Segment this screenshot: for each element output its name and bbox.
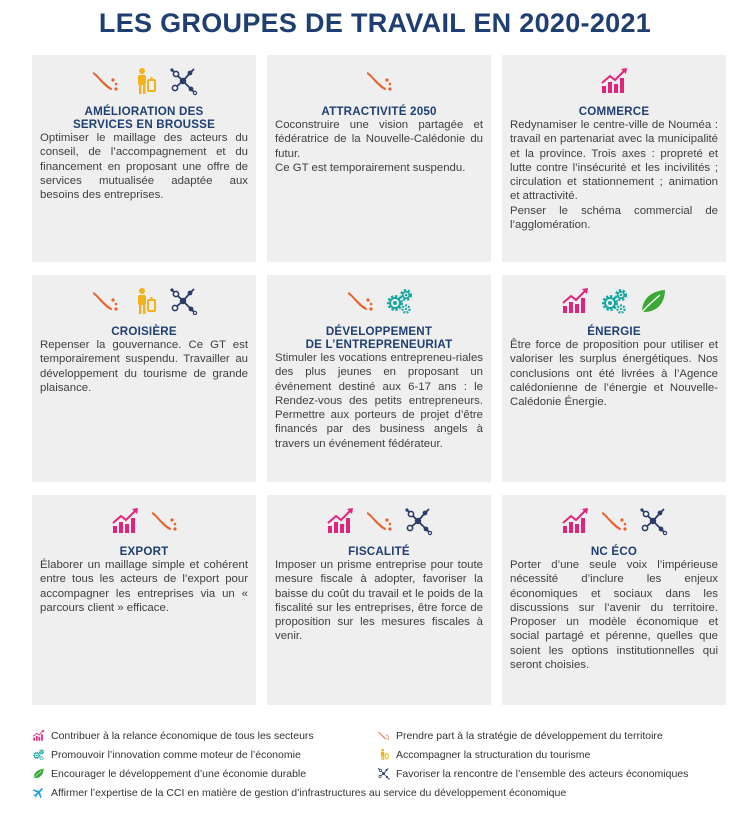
- tourism-icon: [129, 66, 159, 96]
- legend-item: [377, 747, 732, 762]
- card-icons: [40, 63, 248, 99]
- growth-icon: [560, 286, 590, 316]
- plane-icon: [32, 786, 45, 799]
- growth-icon: [32, 729, 45, 742]
- gears-icon: [384, 286, 414, 316]
- legend-icon-slot: [377, 748, 390, 761]
- legend-item: [377, 728, 732, 743]
- tourism-icon: [377, 748, 390, 761]
- network-icon: [377, 767, 390, 780]
- card-icons: [275, 63, 483, 99]
- legend-item: [32, 728, 377, 743]
- card-description: Repenser la gouvernance. Ce GT est temporairement suspendu. Travailler au développement du tourisme de grande plaisance.: [40, 339, 248, 394]
- card-description: Stimuler les vocations entrepreneu-riales des plus jeunes en proposant un événement destiné aux 6-17 ans : le Rendez-vous des petits entrepreneurs. Permettre aux porteurs de projet d’être financés par des business angels à travers un événement fédérateur.: [275, 352, 483, 450]
- network-icon: [168, 286, 198, 316]
- card-description: Imposer un prisme entreprise pour toute mesure fiscale à adopter, favoriser la baisse du coût du travail et le poids de la fiscalité sur les entreprises, être force de proposition sur les mesures fiscales à venir.: [275, 559, 483, 643]
- map-icon: [149, 506, 179, 536]
- card-icons: [510, 63, 718, 99]
- map-icon: [377, 729, 390, 742]
- growth-icon: [325, 506, 355, 536]
- tourism-icon: [129, 286, 159, 316]
- card-attractivite-2050: [267, 55, 491, 262]
- card-title: EXPORT: [119, 545, 169, 558]
- map-icon: [364, 506, 394, 536]
- card-title: ÉNERGIE: [587, 325, 641, 338]
- legend-item: [377, 766, 732, 781]
- network-icon: [638, 506, 668, 536]
- card-icons: [40, 283, 248, 319]
- network-icon: [168, 66, 198, 96]
- card-icons: [275, 503, 483, 539]
- legend-icon-slot: [32, 767, 45, 780]
- gears-icon: [32, 748, 45, 761]
- card-title: CROISIÈRE: [111, 325, 177, 338]
- legend-item: [32, 785, 732, 800]
- card-export: [32, 495, 256, 705]
- legend-label: Prendre part à la stratégie de développement du territoire: [396, 729, 663, 742]
- card-icons: [275, 283, 483, 319]
- card-fiscalite: [267, 495, 491, 705]
- card-icons: [510, 503, 718, 539]
- card-description: Porter d’une seule voix l’impérieuse nécessité d’inclure les enjeux économiques et sociaux dans les discussions sur l’avenir du territoire. Proposer un modèle économique et social partagé et pérenne, quelles que soient les options institutionnelles qui seront choisies.: [510, 559, 718, 672]
- growth-icon: [599, 66, 629, 96]
- leaf-icon: [32, 767, 45, 780]
- legend-label: Encourager le développement d’une économie durable: [51, 767, 307, 780]
- map-icon: [364, 66, 394, 96]
- card-croisiere: [32, 275, 256, 482]
- legend-icon-slot: [32, 786, 45, 799]
- card-description: Coconstruire une vision partagée et fédératrice de la Nouvelle-Calédonie du futur. Ce GT est temporairement suspendu.: [275, 119, 483, 174]
- map-icon: [90, 66, 120, 96]
- card-icons: [510, 283, 718, 319]
- network-icon: [403, 506, 433, 536]
- card-commerce: [502, 55, 726, 262]
- map-icon: [599, 506, 629, 536]
- card-title: FISCALITÉ: [348, 545, 410, 558]
- legend-icon-slot: [377, 767, 390, 780]
- card-nc-eco: [502, 495, 726, 705]
- growth-icon: [110, 506, 140, 536]
- legend-label: Accompagner la structuration du tourisme: [396, 748, 591, 761]
- card-description: Élaborer un maillage simple et cohérent entre tous les acteurs de l’export pour accompagner les entreprises via un « parcours client » efficace.: [40, 559, 248, 614]
- card-title: COMMERCE: [578, 105, 650, 118]
- legend-icon-slot: [377, 729, 390, 742]
- card-description: Redynamiser le centre-ville de Nouméa : travail en partenariat avec la municipalité et la province. Trois axes : propreté et lutte contre l’insécurité et les incivilités ; circulation et stationnement ; animation et attractivité. Penser le schéma commercial de l’agglomération.: [510, 119, 718, 232]
- legend-icon-slot: [32, 729, 45, 742]
- legend-label: Promouvoir l’innovation comme moteur de l’économie: [51, 748, 301, 761]
- legend-item: [32, 747, 377, 762]
- map-icon: [90, 286, 120, 316]
- gears-icon: [599, 286, 629, 316]
- card-title: NC ÉCO: [590, 545, 638, 558]
- working-groups-grid: [32, 55, 727, 705]
- card-energie: [502, 275, 726, 482]
- legend-label: Favoriser la rencontre de l’ensemble des acteurs économiques: [396, 767, 689, 780]
- icon-legend: [32, 728, 732, 800]
- leaf-icon: [638, 286, 668, 316]
- card-description: Être force de proposition pour utiliser et valoriser les surplus énergétiques. Nos conclusions ont été livrées à l’Agence calédonienne de l’énergie et Nouvelle-Calédonie Énergie.: [510, 339, 718, 409]
- card-icons: [40, 503, 248, 539]
- card-developpement-entrepreneuriat: [267, 275, 491, 482]
- map-icon: [345, 286, 375, 316]
- card-amelioration-services-brousse: [32, 55, 256, 262]
- legend-label: Contribuer à la relance économique de tous les secteurs: [51, 729, 314, 742]
- card-title: AMÉLIORATION DES SERVICES EN BROUSSE: [72, 105, 216, 131]
- legend-label: Affirmer l’expertise de la CCI en matière de gestion d’infrastructures au service du développement économique: [51, 786, 567, 799]
- legend-item: [32, 766, 377, 781]
- card-title: DÉVELOPPEMENT DE L’ENTREPRENEURIAT: [305, 325, 453, 351]
- card-title: ATTRACTIVITÉ 2050: [321, 105, 437, 118]
- page-title: LES GROUPES DE TRAVAIL EN 2020-2021: [98, 8, 652, 38]
- legend-icon-slot: [32, 748, 45, 761]
- card-description: Optimiser le maillage des acteurs du conseil, de l’accompagnement et du financement en proposant une offre de services mutualisée adaptée aux besoins des entreprises.: [40, 132, 248, 202]
- growth-icon: [560, 506, 590, 536]
